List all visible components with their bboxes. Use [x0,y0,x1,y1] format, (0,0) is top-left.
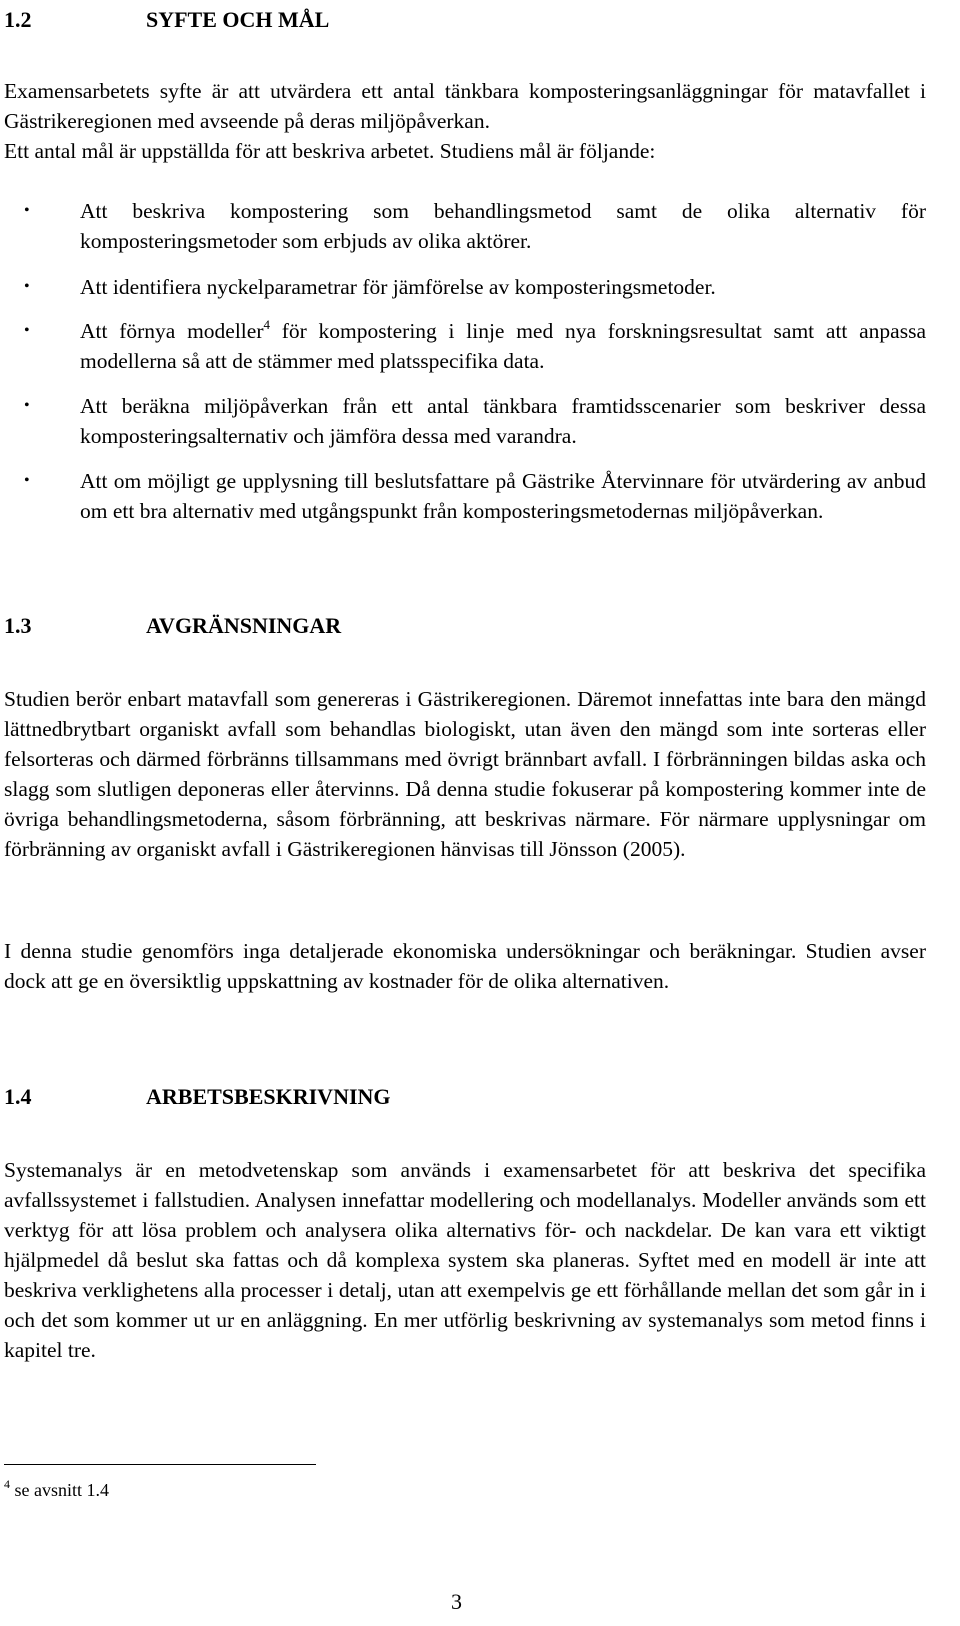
footnote [4,1478,109,1502]
list-item [24,272,926,302]
list-item-text: Att beräkna miljöpåverkan från ett antal tänkbara framtidsscenarier som beskriver dessa komposteringsalternativ och jämföra dessa med varandra. [80,394,926,448]
section-title: AVGRÄNSNINGAR [146,613,342,638]
section-number: 1.2 [4,7,32,32]
bullet-icon: • [24,322,30,339]
bullet-icon: • [24,397,30,414]
paragraph-work-description: Systemanalys är en metodvetenskap som används i examensarbetet för att beskriva det specifika avfallssystemet i fallstudien. Analysen innefattar modellering och modellanalys. Modeller används som ett verktyg för att lösa problem och analysera olika alternativs för- och nackdelar. De kan vara ett viktigt hjälpmedel då beslut ska fattas och då komplexa system ska planeras. Syftet med en modell är inte att beskriva verklighetens alla processer i detalj, utan att exempelvis ge ett förhållande mellan det som går in i och det som kommer ut ur en anläggning. En mer utförlig beskrivning av systemanalys som metod finns i kapitel tre. [4,1158,926,1362]
section-heading-1-2 [4,6,329,34]
section-title: SYFTE OCH MÅL [146,7,330,32]
list-item-text: Att beskriva kompostering som behandlingsmetod samt de olika alternativ för komposteringsmetoder som erbjuds av olika aktörer. [80,199,926,253]
paragraph-economics: I denna studie genomförs inga detaljerade ekonomiska undersökningar och beräkningar. Studien avser dock att ge en översiktlig uppskattning av kostnader för de olika alternativen. [4,939,926,993]
section-heading-1-3 [4,612,341,640]
paragraph-purpose: Examensarbetets syfte är att utvärdera ett antal tänkbara komposteringsanläggningar för matavfallet i Gästrikeregionen med avseende på deras miljöpåverkan. [4,79,926,133]
paragraph-delimitations: Studien berör enbart matavfall som genereras i Gästrikeregionen. Däremot innefattas inte bara den mängd lättnedbrytbart organiskt avfall som behandlas biologiskt, utan även den mängd som inte sorteras eller felsorteras och därmed förbränns tillsammans med övrigt brännbart avfall. I förbränningen bildas aska och slagg som slutligen deponeras eller återvinns. Då denna studie fokuserar på kompostering kommer inte de övriga behandlingsmetoderna, såsom förbränning, att beskrivas närmare. För närmare upplysningar om förbränning av organiskt avfall i Gästrikeregionen hänvisas till Jönsson (2005). [4,687,926,861]
list-item-text: Att förnya modeller [80,319,264,343]
footnote-text: se avsnitt 1.4 [10,1480,109,1500]
list-item [24,466,926,526]
section-number: 1.3 [4,613,32,638]
paragraph-goals-intro: Ett antal mål är uppställda för att beskriva arbetet. Studiens mål är följande: [4,139,656,163]
list-item-text-continued: för kompostering i linje med nya forskningsresultat samt att anpassa modellerna så att de stämmer med platsspecifika data. [80,319,926,373]
list-item [24,196,926,256]
bullet-icon: • [24,202,30,219]
section-title: ARBETSBESKRIVNING [146,1084,391,1109]
page-number: 3 [451,1589,462,1614]
footnote-separator [4,1464,316,1465]
footnote-reference: 4 [263,317,270,332]
list-item-text: Att om möjligt ge upplysning till beslutsfattare på Gästrike Återvinnare för utvärdering av anbud om ett bra alternativ med utgångspunkt från komposteringsmetodernas miljöpåverkan. [80,469,926,523]
list-item [24,391,926,451]
bullet-icon: • [24,472,30,489]
section-heading-1-4 [4,1083,391,1111]
footnote-marker: 4 [4,1477,10,1491]
list-item [24,316,926,376]
section-number: 1.4 [4,1084,32,1109]
list-item-text: Att identifiera nyckelparametrar för jämförelse av komposteringsmetoder. [80,275,716,299]
bullet-icon: • [24,278,30,295]
